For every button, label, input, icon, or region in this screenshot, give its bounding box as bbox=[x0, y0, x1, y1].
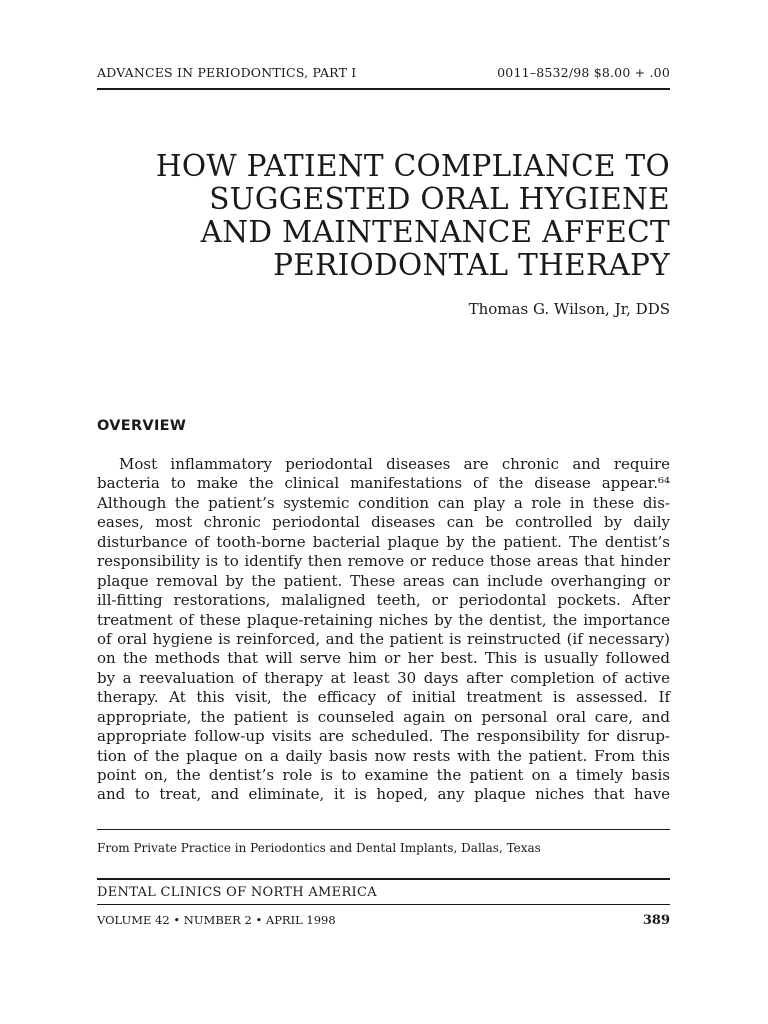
body-line: ill-fitting restorations, malaligned teeth, or periodontal pockets. After bbox=[97, 591, 670, 610]
body-line: and to treat, and eliminate, it is hoped, any plaque niches that have bbox=[97, 785, 670, 804]
body-line: Although the patient’s systemic condition can play a role in these dis- bbox=[97, 493, 670, 512]
body-line: Most inflammatory periodontal diseases are chronic and require bbox=[119, 455, 670, 473]
body-line: disturbance of tooth-borne bacterial plaque by the patient. The dentist’s bbox=[97, 532, 670, 551]
body-line: tion of the plaque on a daily basis now rests with the patient. From this bbox=[97, 746, 670, 765]
running-head-price-code: 0011–8532/98 $8.00 + .00 bbox=[497, 65, 670, 80]
body-line: bacteria to make the clinical manifestations of the disease appear.⁶⁴ bbox=[97, 474, 670, 493]
title-line: AND MAINTENANCE AFFECT bbox=[200, 215, 670, 249]
running-head-series: ADVANCES IN PERIODONTICS, PART I bbox=[97, 65, 357, 80]
title-line: PERIODONTAL THERAPY bbox=[273, 248, 670, 282]
issue-rule bbox=[97, 904, 670, 905]
author-byline: Thomas G. Wilson, Jr, DDS bbox=[468, 300, 670, 318]
affiliation-footnote: From Private Practice in Periodontics and Dental Implants, Dallas, Texas bbox=[97, 841, 541, 855]
body-line: appropriate follow-up visits are scheduled. The responsibility for disrup- bbox=[97, 727, 670, 746]
title-line: HOW PATIENT COMPLIANCE TO bbox=[155, 149, 670, 183]
issue-line bbox=[97, 913, 670, 928]
body-line: point on, the dentist’s role is to examine the patient on a timely basis bbox=[97, 766, 670, 784]
page-number: 389 bbox=[642, 913, 670, 928]
body-line: responsibility is to identify then remove or reduce those areas that hinder bbox=[97, 552, 670, 571]
section-heading-overview: OVERVIEW bbox=[97, 418, 187, 434]
body-line: on the methods that will serve him or her best. This is usually followed bbox=[97, 649, 670, 668]
volume-issue-date: VOLUME 42 • NUMBER 2 • APRIL 1998 bbox=[97, 913, 336, 927]
body-paragraph bbox=[97, 455, 670, 805]
title-line: SUGGESTED ORAL HYGIENE bbox=[209, 182, 670, 216]
journal-rule bbox=[97, 878, 670, 880]
article-title bbox=[97, 150, 670, 282]
body-line: of oral hygiene is reinforced, and the patient is reinstructed (if necessary) bbox=[97, 629, 670, 648]
body-line: eases, most chronic periodontal diseases can be controlled by daily bbox=[97, 513, 670, 532]
body-line: treatment of these plaque-retaining niches by the dentist, the importance bbox=[97, 610, 670, 629]
footnote-rule bbox=[97, 829, 670, 830]
body-line: by a reevaluation of therapy at least 30 days after completion of active bbox=[97, 668, 670, 687]
body-line: plaque removal by the patient. These areas can include overhanging or bbox=[97, 571, 670, 590]
body-line: appropriate, the patient is counseled again on personal oral care, and bbox=[97, 707, 670, 726]
journal-name: DENTAL CLINICS OF NORTH AMERICA bbox=[97, 885, 377, 900]
running-head bbox=[97, 65, 670, 80]
header-rule bbox=[97, 88, 670, 90]
body-line: therapy. At this visit, the efficacy of initial treatment is assessed. If bbox=[97, 688, 670, 707]
